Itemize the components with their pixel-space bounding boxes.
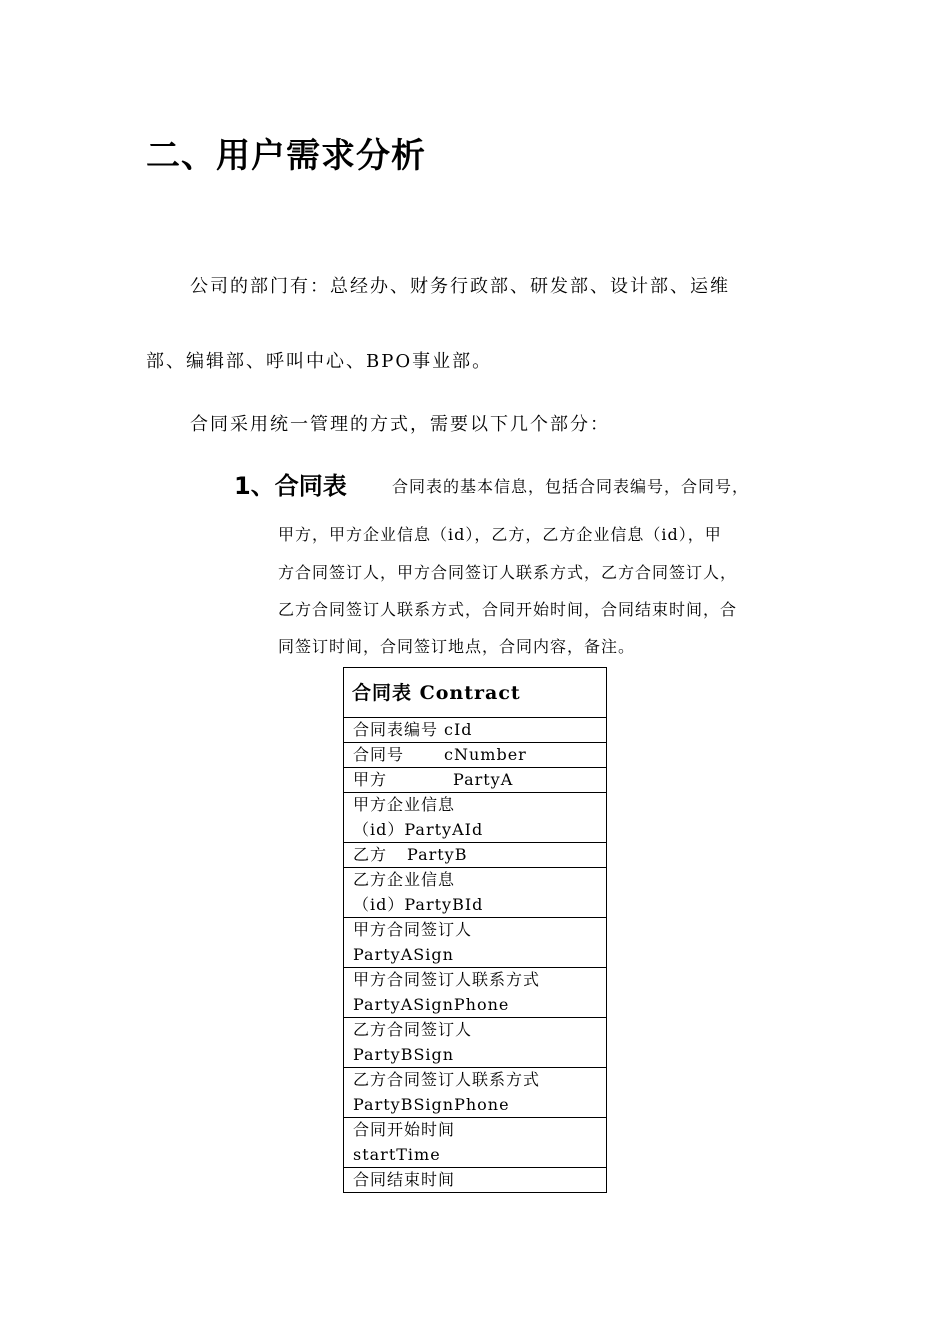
table-cell <box>344 1068 607 1118</box>
field-label-zh: 甲方 <box>353 770 388 789</box>
field-label-zh: 甲方企业信息 <box>353 795 456 814</box>
field-name-en: （id）PartyAId <box>353 819 484 839</box>
table-row <box>344 843 607 868</box>
table-row <box>344 768 607 793</box>
table-row <box>344 1168 607 1193</box>
subsection-desc-inline: 合同表的基本信息，包括合同表编号，合同号， <box>392 477 750 496</box>
subsection-desc-line: 甲方，甲方企业信息（id），乙方，乙方企业信息（id），甲 <box>278 525 722 544</box>
field-name-en: PartyA <box>453 770 514 789</box>
subsection-desc-line: 方合同签订人，甲方合同签订人联系方式，乙方合同签订人， <box>278 563 738 582</box>
field-name-en: PartyBSign <box>353 1044 455 1064</box>
field-label-zh: 甲方合同签订人联系方式 <box>353 970 541 989</box>
table-cell <box>344 718 607 743</box>
table-cell <box>344 768 607 793</box>
intro-line-3: 合同采用统一管理的方式，需要以下几个部分： <box>190 414 610 435</box>
field-name-en: PartyASignPhone <box>353 994 510 1014</box>
field-label-zh: 乙方 <box>353 845 388 864</box>
field-name-en: startTime <box>353 1144 441 1164</box>
field-label-zh: 合同开始时间 <box>353 1120 456 1139</box>
field-name-en: （id）PartyBId <box>353 894 484 914</box>
table-cell <box>344 1168 607 1193</box>
table-row <box>344 1068 607 1118</box>
subsection-desc-line: 同签订时间，合同签订地点，合同内容，备注。 <box>278 637 636 656</box>
intro-line-1: 公司的部门有：总经办、财务行政部、研发部、设计部、运维 <box>190 276 730 297</box>
field-label-zh: 甲方合同签订人 <box>353 920 473 939</box>
field-label-zh: 合同号 <box>353 745 405 764</box>
table-header-cell: 合同表 Contract <box>344 668 607 718</box>
intro-line-2: 部、编辑部、呼叫中心、BPO事业部。 <box>146 351 493 372</box>
table-cell <box>344 843 607 868</box>
field-name-en: cNumber <box>444 745 527 764</box>
table-row <box>344 1118 607 1168</box>
table-row <box>344 743 607 768</box>
table-cell <box>344 968 607 1018</box>
table-header-row <box>344 668 607 718</box>
table-row <box>344 968 607 1018</box>
field-name-en: PartyASign <box>353 944 454 964</box>
table-cell <box>344 868 607 918</box>
field-label-zh: 乙方合同签订人联系方式 <box>353 1070 541 1089</box>
table-row <box>344 918 607 968</box>
subsection-title: 1、合同表 <box>234 472 347 500</box>
field-label-zh: 乙方企业信息 <box>353 870 456 889</box>
field-label-zh: 乙方合同签订人 <box>353 1020 473 1039</box>
subsection-desc-line: 乙方合同签订人联系方式，合同开始时间，合同结束时间，合 <box>278 600 738 619</box>
field-label-zh: 合同表编号 <box>353 720 439 739</box>
table-cell <box>344 743 607 768</box>
table-cell <box>344 1118 607 1168</box>
table-cell <box>344 1018 607 1068</box>
field-label-zh: 合同结束时间 <box>353 1170 456 1189</box>
table-row <box>344 718 607 743</box>
section-heading: 二、用户需求分析 <box>146 136 426 176</box>
table-row <box>344 793 607 843</box>
table-cell <box>344 793 607 843</box>
table-row <box>344 1018 607 1068</box>
field-name-en: PartyB <box>407 845 468 864</box>
table-row <box>344 868 607 918</box>
table-cell <box>344 918 607 968</box>
field-name-en: PartyBSignPhone <box>353 1094 510 1114</box>
contract-table <box>343 667 607 1193</box>
field-name-en: cId <box>444 720 473 739</box>
